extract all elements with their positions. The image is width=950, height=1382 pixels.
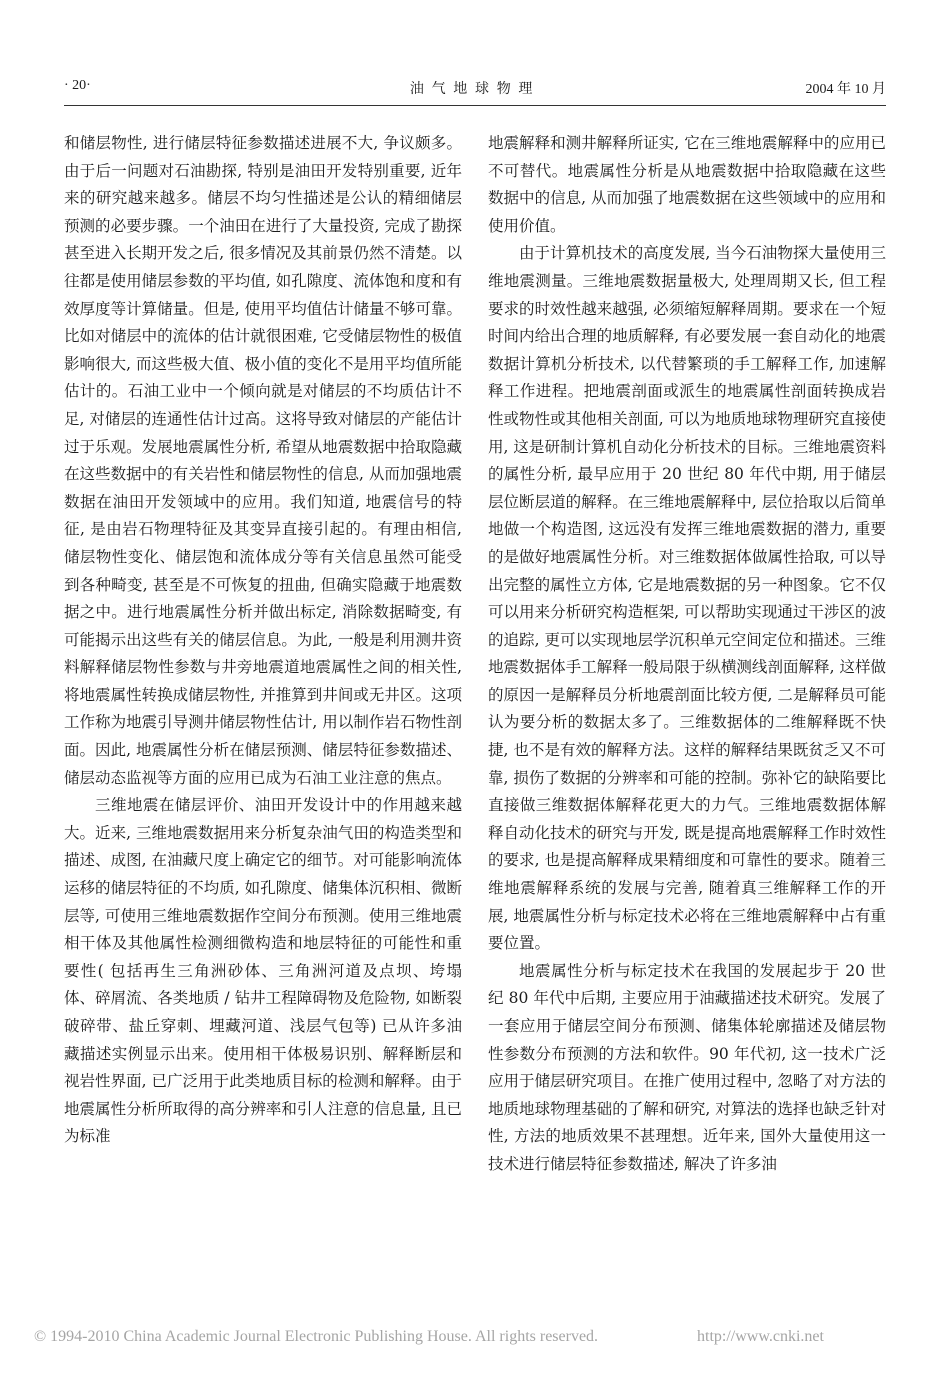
header-rule	[64, 105, 886, 106]
paragraph: 由于计算机技术的高度发展, 当今石油物探大量使用三维地震测量。三维地震数据量极大, 处理周期又长, 但工程要求的时效性越来越强, 必须缩短解释周期。要求在一个短时间内给出合理的地质解释, 有必要发展一套自动化的地震数据计算机分析技术, 以代替繁琐的手工解释工作, 加速解释工作进程。把地震剖面或派生的地震属性剖面转换成岩性或物性或其他相关剖面, 可以为地质地球物理研究直接使用, 这是研制计算机自动化分析技术的目标。三维地震资料的属性分析, 最早应用于 20 世纪 80 年代中期, 用于储层层位断层道的解释。在三维地震解释中, 层位拾取以后简单地做一个构造图, 这远没有发挥三维地震数据的潜力, 重要的是做好地震属性分析。对三维数据体做属性拾取, 可以导出完整的属性立方体, 它是地震数据的另一种图象。它不仅可以用来分析研究构造框架, 可以帮助实现通过干涉区的波的追踪, 更可以实现地层学沉积单元空间定位和描述。三维地震数据体手工解释一般局限于纵横测线剖面解释, 这样做的原因一是解释员分析地震剖面比较方便, 二是解释员可能认为要分析的数据太多了。三维数据体的二维解释既不快捷, 也不是有效的解释方法。这样的解释结果既贫乏又不可靠, 损伤了数据的分辨率和可能的控制。弥补它的缺陷要比直接做三维数据体解释花更大的力气。三维地震数据体解释自动化技术的研究与开发, 既是提高地震解释工作时效性的要求, 也是提高解释成果精细度和可靠性的要求。随着三维地震解释系统的发展与完善, 随着真三维解释工作的开展, 地震属性分析与标定技术必将在三维地震解释中占有重要位置。	[488, 244, 886, 953]
footer-url[interactable]: http://www.cnki.net	[697, 1328, 824, 1345]
page-number: · 20·	[64, 78, 91, 93]
paragraph: 和储层物性, 进行储层特征参数描述进展不大, 争议颇多。由于后一问题对石油勘探, 特别是油田开发特别重要, 近年来的研究越来越多。储层不均匀性描述是公认的精细储层预测的必要步骤。一个油田在进行了大量投资, 完成了勘探甚至进入长期开发之后, 很多情况及其前景仍然不清楚。以往都是使用储层参数的平均值, 如孔隙度、流体饱和度和有效厚度等计算储量。但是, 使用平均值估计储量不够可靠。比如对储层中的流体的估计就很困难, 它受储层物性的极值影响很大, 而这些极大值、极小值的变化不是用平均值所能估计的。石油工业中一个倾向就是对储层的不均质估计不足, 对储层的连通性估计过高。这将导致对储层的产能估计过于乐观。发展地震属性分析, 希望从地震数据中拾取隐藏在这些数据中的有关岩性和储层物性的信息, 从而加强地震数据在油田开发领域中的应用。我们知道, 地震信号的特征, 是由岩石物理特征及其变异直接引起的。有理由相信, 储层物性变化、储层饱和流体成分等有关信息虽然可能受到各种畸变, 甚至是不可恢复的扭曲, 但确实隐藏于地震数据之中。进行地震属性分析并做出标定, 消除数据畸变, 有可能揭示出这些有关的储层信息。为此, 一般是利用测井资料解释储层物性参数与井旁地震道地震属性之间的相关性, 将地震属性转换成储层物性, 并推算到井间或无井区。这项工作称为地震引导测井储层物性估计, 用以制作岩石物性剖面。因此, 地震属性分析在储层预测、储层特征参数描述、储层动态监视等方面的应用已成为石油工业注意的焦点。	[64, 134, 462, 787]
left-column	[64, 130, 462, 1300]
copyright-notice: © 1994-2010 China Academic Journal Electronic Publishing House. All rights reserved.	[34, 1328, 599, 1345]
paragraph: 地震属性分析与标定技术在我国的发展起步于 20 世纪 80 年代中后期, 主要应用于油藏描述技术研究。发展了一套应用于储层空间分布预测、储集体轮廓描述及储层物性参数分布预测的方法和软件。90 年代初, 这一技术广泛应用于储层研究项目。在推广使用过程中, 忽略了对方法的地质地球物理基础的了解和研究, 对算法的选择也缺乏针对性, 方法的地质效果不甚理想。近年来, 国外大量使用这一技术进行储层特征参数描述, 解决了许多油	[488, 961, 886, 1173]
paragraph: 地震解释和测井解释所证实, 它在三维地震解释中的应用已不可替代。地震属性分析是从地震数据中拾取隐藏在这些数据中的信息, 从而加强了地震数据在这些领域中的应用和使用价值。	[488, 134, 886, 235]
journal-title: 油气地球物理	[409, 82, 541, 97]
right-column	[488, 130, 886, 1300]
running-header	[64, 74, 886, 104]
paragraph: 三维地震在储层评价、油田开发设计中的作用越来越大。近来, 三维地震数据用来分析复杂油气田的构造类型和描述、成图, 在油藏尺度上确定它的细节。对可能影响流体运移的储层特征的不均质, 如孔隙度、储集体沉积相、微断层等, 可使用三维地震数据作空间分布预测。使用三维地震相干体及其他属性检测细微构造和地层特征的可能性和重要性( 包括再生三角洲砂体、三角洲河道及点坝、垮塌体、碎屑流、各类地质 / 钻井工程障碍物及危险物, 如断裂破碎带、盐丘穿刺、埋藏河道、浅层气包等) 已从许多油藏描述实例显示出来。使用相干体极易识别、解释断层和视岩性界面, 已广泛用于此类地质目标的检测和解释。由于地震属性分析所取得的高分辨率和引人注意的信息量, 且已为标准	[64, 796, 462, 1146]
issue-date: 2004 年 10 月	[805, 82, 886, 97]
